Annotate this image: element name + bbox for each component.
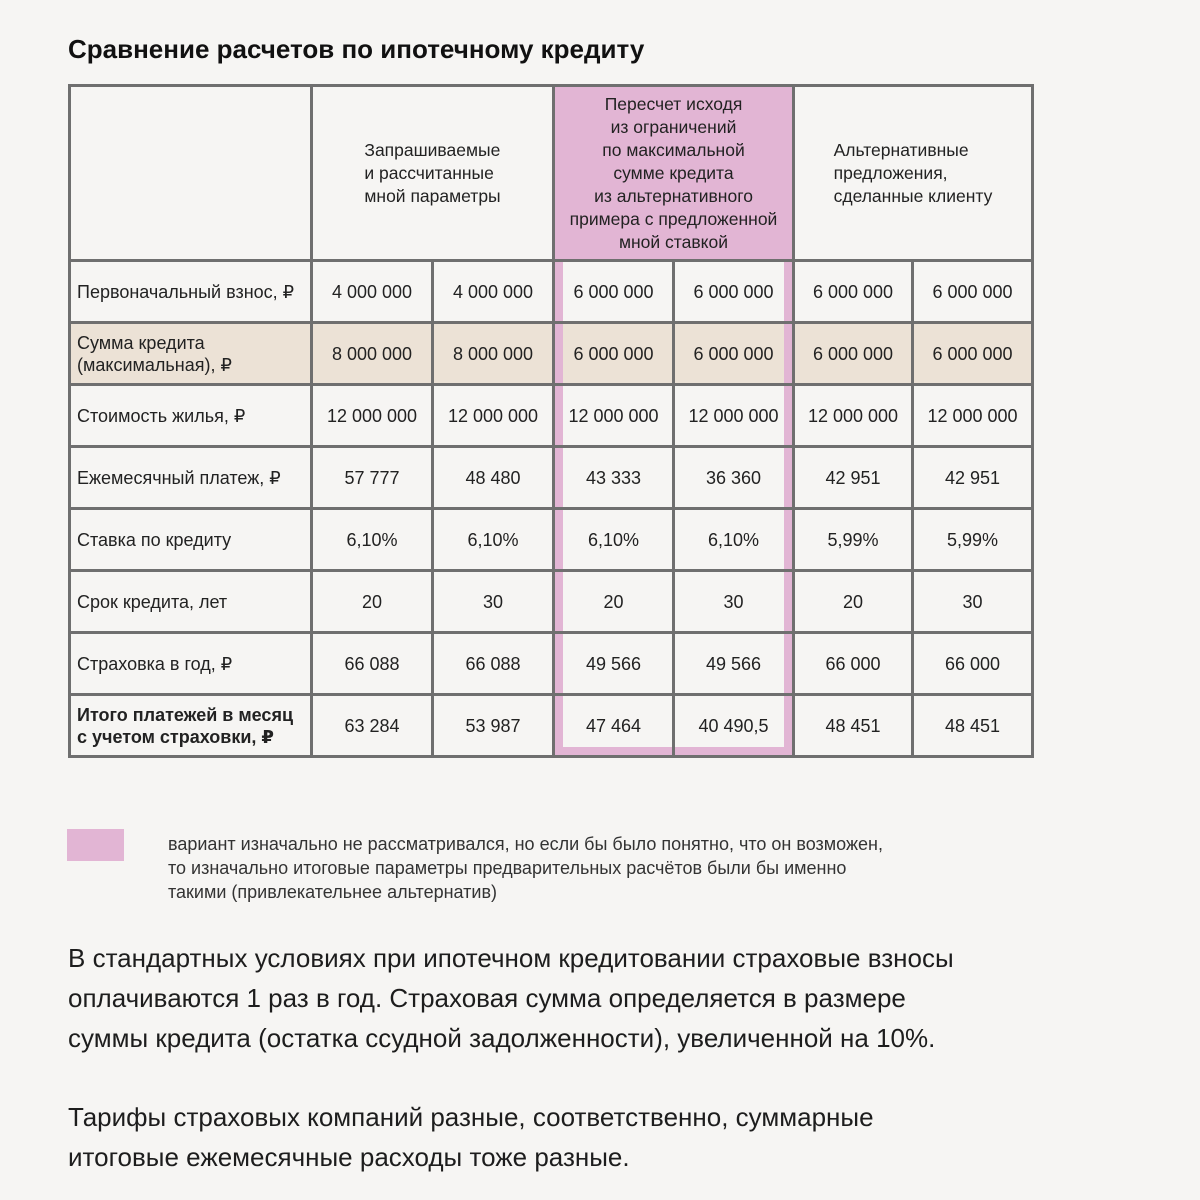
table-cell: 48 451 xyxy=(913,695,1033,757)
table-cell: 6 000 000 xyxy=(913,261,1033,323)
legend-text: вариант изначально не рассматривался, но если бы было понятно, что он возможен, то изначально итоговые параметры предварительных расчётов были бы именно такими (привлекательнее альтернатив) xyxy=(168,834,883,902)
table-row-total xyxy=(70,695,1033,757)
table-cell: 30 xyxy=(674,571,794,633)
table-cell: 53 987 xyxy=(433,695,554,757)
table-cell: 42 951 xyxy=(913,447,1033,509)
table-cell: 6 000 000 xyxy=(794,261,913,323)
table-cell: 30 xyxy=(433,571,554,633)
table-cell: 6,10% xyxy=(433,509,554,571)
paragraph-insurance-terms: В стандартных условиях при ипотечном кредитовании страховые взносы оплачиваются 1 раз в год. Страховая сумма определяется в размере суммы кредита (остатка ссудной задолженности), увеличенной на 10%. xyxy=(68,943,954,1053)
table-row-property-cost xyxy=(70,385,1033,447)
table-cell: 12 000 000 xyxy=(674,385,794,447)
row-label: Первоначальный взнос, ₽ xyxy=(70,261,312,323)
mortgage-comparison-table xyxy=(68,84,1034,758)
table-cell: 6,10% xyxy=(554,509,674,571)
table-row-down-payment xyxy=(70,261,1033,323)
table-cell: 6 000 000 xyxy=(554,323,674,385)
table-row-loan-amount xyxy=(70,323,1033,385)
table-cell: 8 000 000 xyxy=(433,323,554,385)
table-cell: 57 777 xyxy=(312,447,433,509)
table-cell: 6,10% xyxy=(312,509,433,571)
row-label: Ежемесячный платеж, ₽ xyxy=(70,447,312,509)
table-cell: 6 000 000 xyxy=(913,323,1033,385)
table-cell: 49 566 xyxy=(554,633,674,695)
table-cell: 66 088 xyxy=(433,633,554,695)
table-header-row xyxy=(70,86,1033,261)
table-cell: 20 xyxy=(312,571,433,633)
table-cell: 40 490,5 xyxy=(674,695,794,757)
table-row-interest-rate xyxy=(70,509,1033,571)
table-cell: 43 333 xyxy=(554,447,674,509)
header-recalculation xyxy=(554,86,794,261)
table-cell: 6 000 000 xyxy=(554,261,674,323)
table-cell: 42 951 xyxy=(794,447,913,509)
table-cell: 20 xyxy=(794,571,913,633)
header-requested-params xyxy=(312,86,554,261)
page-title: Сравнение расчетов по ипотечному кредиту xyxy=(68,34,645,64)
table-cell: 6 000 000 xyxy=(674,261,794,323)
table-cell: 4 000 000 xyxy=(433,261,554,323)
table-row-loan-term xyxy=(70,571,1033,633)
header-recalculation-label: Пересчет исходя из ограничений по максимальной сумме кредита из альтернативного примера с предложенной мной ставкой xyxy=(569,93,778,252)
table-cell: 48 451 xyxy=(794,695,913,757)
table-cell: 20 xyxy=(554,571,674,633)
row-label: Сумма кредита (максимальная), ₽ xyxy=(70,323,312,385)
table-cell: 36 360 xyxy=(674,447,794,509)
table-cell: 48 480 xyxy=(433,447,554,509)
table-cell: 66 088 xyxy=(312,633,433,695)
header-empty-cell xyxy=(70,86,312,261)
table-cell: 12 000 000 xyxy=(433,385,554,447)
table-cell: 8 000 000 xyxy=(312,323,433,385)
row-label: Стоимость жилья, ₽ xyxy=(70,385,312,447)
table-cell: 4 000 000 xyxy=(312,261,433,323)
table-cell: 6 000 000 xyxy=(674,323,794,385)
table-cell: 47 464 xyxy=(554,695,674,757)
table-cell: 12 000 000 xyxy=(312,385,433,447)
table-cell: 63 284 xyxy=(312,695,433,757)
header-requested-label: Запрашиваемые и рассчитанные мной параметры xyxy=(364,139,501,206)
header-alternatives xyxy=(794,86,1033,261)
header-alternatives-label: Альтернативные предложения, сделанные клиенту xyxy=(833,139,993,206)
table-row-monthly-payment xyxy=(70,447,1033,509)
paragraph-insurance-tariffs: Тарифы страховых компаний разные, соответственно, суммарные итоговые ежемесячные расходы тоже разные. xyxy=(68,1102,874,1172)
row-label: Ставка по кредиту xyxy=(70,509,312,571)
table-cell: 5,99% xyxy=(913,509,1033,571)
table-cell: 12 000 000 xyxy=(554,385,674,447)
row-label: Срок кредита, лет xyxy=(70,571,312,633)
table-cell: 5,99% xyxy=(794,509,913,571)
table-cell: 49 566 xyxy=(674,633,794,695)
legend-color-swatch xyxy=(67,829,124,861)
table-cell: 12 000 000 xyxy=(913,385,1033,447)
table-cell: 6 000 000 xyxy=(794,323,913,385)
row-label: Страховка в год, ₽ xyxy=(70,633,312,695)
table-cell: 30 xyxy=(913,571,1033,633)
row-label: Итого платежей в месяц с учетом страховки, ₽ xyxy=(70,695,312,757)
table-cell: 6,10% xyxy=(674,509,794,571)
table-cell: 12 000 000 xyxy=(794,385,913,447)
table-cell: 66 000 xyxy=(794,633,913,695)
table-row-insurance xyxy=(70,633,1033,695)
table-cell: 66 000 xyxy=(913,633,1033,695)
